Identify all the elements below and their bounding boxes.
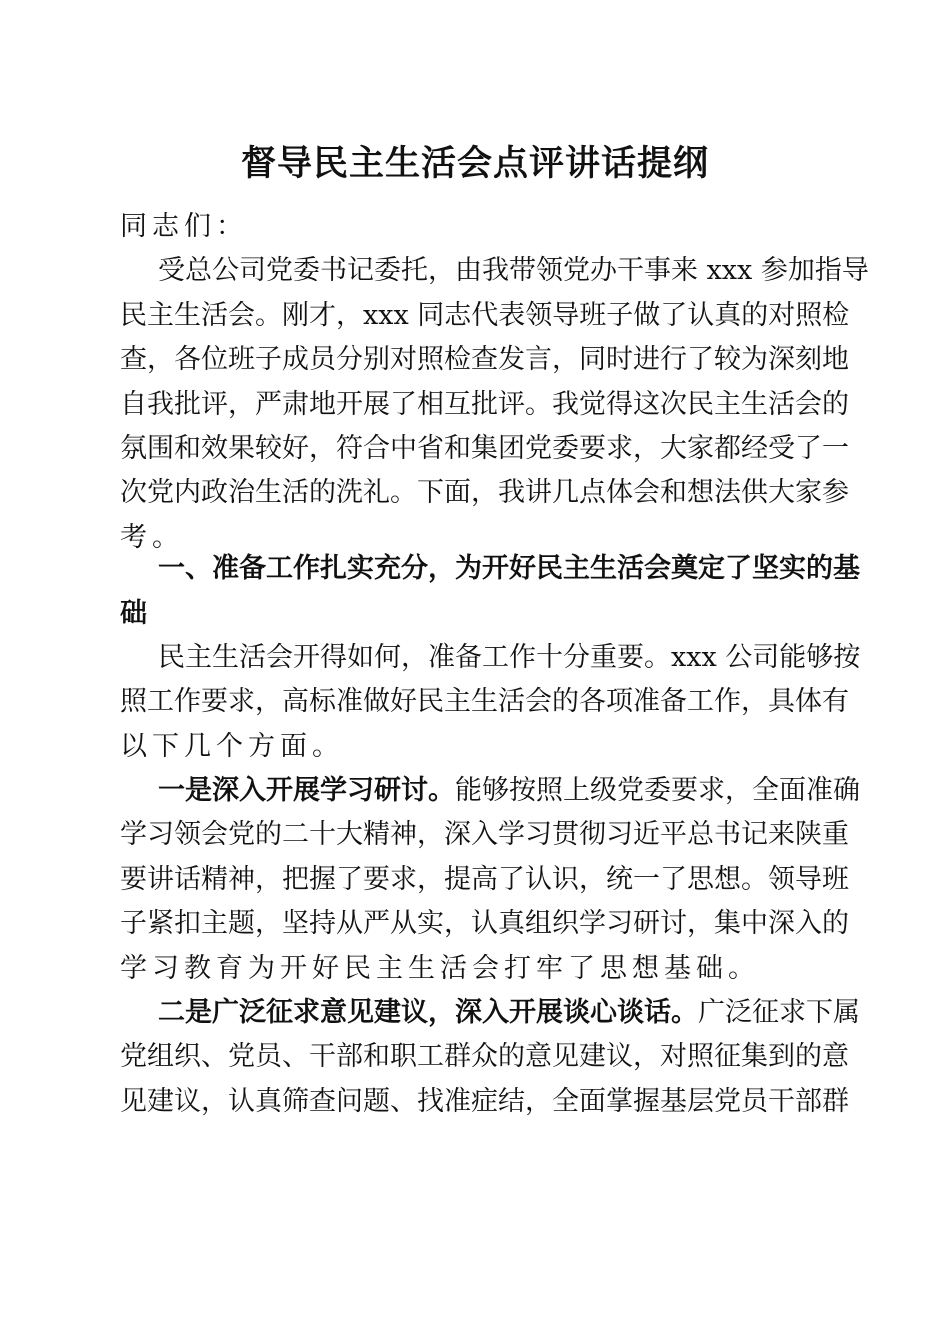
text-line: 以下几个方面。 <box>120 730 344 762</box>
document-title: 督导民主生活会点评讲话提纲 <box>240 143 709 184</box>
text-line: 受总公司党委书记委托，由我带领党办干事来 xxx 参加指导 <box>158 255 869 287</box>
text-line <box>120 991 860 1035</box>
text-line: 见建议，认真筛查问题、找准症结，全面掌握基层党员干部群 <box>120 1085 849 1117</box>
text-line: 考。 <box>120 521 184 553</box>
text-line <box>120 769 860 813</box>
paragraph-lead: 二是广泛征求意见建议，深入开展谈心谈话。 <box>158 997 698 1029</box>
paragraph-opinions <box>120 991 860 1124</box>
salutation: 同志们： <box>120 211 248 242</box>
text-line: 次党内政治生活的洗礼。下面，我讲几点体会和想法供大家参 <box>120 477 849 509</box>
paragraph-intro <box>120 249 869 560</box>
text-line: 学习领会党的二十大精神，深入学习贯彻习近平总书记来陕重 <box>120 819 849 851</box>
text-line: 子紧扣主题，坚持从严从实，认真组织学习研讨，集中深入的 <box>120 908 849 940</box>
section-heading-1 <box>120 547 860 636</box>
text-line: 民主生活会。刚才，xxx 同志代表领导班子做了认真的对照检 <box>120 299 850 331</box>
text-line: 氛围和效果较好，符合中省和集团党委要求，大家都经受了一 <box>120 432 849 464</box>
text-span: 能够按照上级党委要求，全面准确 <box>455 775 860 807</box>
paragraph-lead: 一是深入开展学习研讨。 <box>158 775 455 807</box>
text-span: 广泛征求下属 <box>698 997 860 1029</box>
text-line: 自我批评，严肃地开展了相互批评。我觉得这次民主生活会的 <box>120 388 849 420</box>
document-body <box>120 205 869 1124</box>
text-line: 要讲话精神，把握了要求，提高了认识，统一了思想。领导班 <box>120 863 849 895</box>
text-line: 查，各位班子成员分别对照检查发言，同时进行了较为深刻地 <box>120 344 849 376</box>
text-line: 学习教育为开好民主生活会打牢了思想基础。 <box>120 952 760 984</box>
paragraph-preparation <box>120 636 861 769</box>
text-line: 民主生活会开得如何，准备工作十分重要。xxx 公司能够按 <box>158 641 861 673</box>
heading-line: 础 <box>120 597 152 629</box>
paragraph-study <box>120 769 860 991</box>
text-line: 照工作要求，高标准做好民主生活会的各项准备工作，具体有 <box>120 686 849 718</box>
heading-line: 一、准备工作扎实充分，为开好民主生活会奠定了坚实的基 <box>158 553 860 585</box>
text-line: 党组织、党员、干部和职工群众的意见建议，对照征集到的意 <box>120 1041 849 1073</box>
